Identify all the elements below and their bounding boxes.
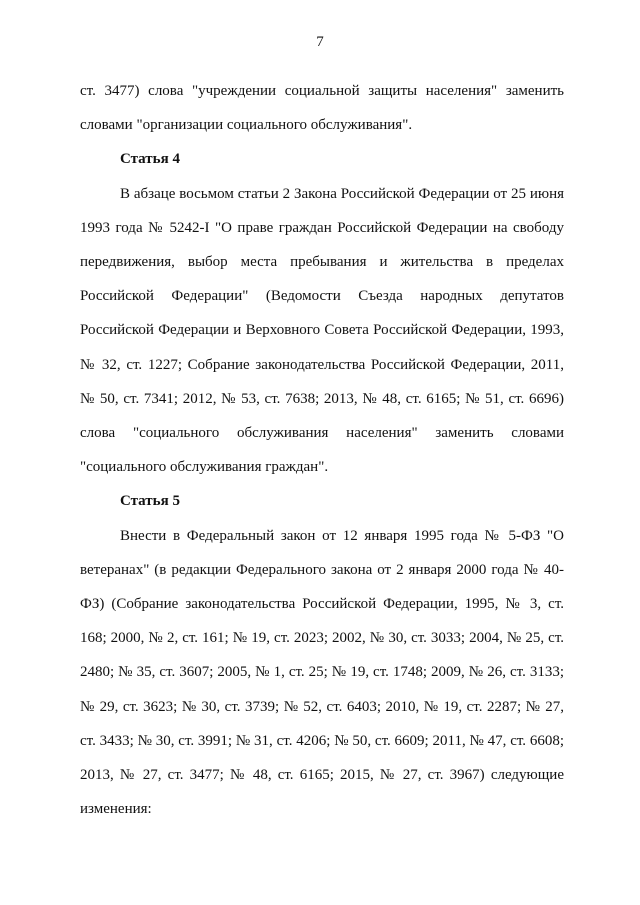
article-4-heading: Статья 4: [120, 151, 180, 168]
article-5-paragraph: Внести в Федеральный закон от 12 января 1995 года № 5-ФЗ "О ветеранах" (в редакции Федерального закона от 2 января 2000 года № 40-ФЗ) (Собрание законодательства Российской Федерации, 1995, № 3, ст. 168; 2000, № 2, ст. 161; № 19, ст. 2023; 2002, № 30, ст. 3033; 2004, № 25, ст. 2480; № 35, ст. 3607; 2005, № 1, ст. 25; № 19, ст. 1748; 2009, № 26, ст. 3133; № 29, ст. 3623; № 30, ст. 3739; № 52, ст. 6403; 2010, № 19, ст. 2287; № 27, ст. 3433; № 30, ст. 3991; № 31, ст. 4206; № 50, ст. 6609; 2011, № 47, ст. 6608; 2013, № 27, ст. 3477; № 48, ст. 6165; 2015, № 27, ст. 3967) следующие изменения:: [80, 527, 564, 818]
document-body: [80, 74, 564, 826]
page-number: 7: [316, 34, 324, 50]
article-4-paragraph: В абзаце восьмом статьи 2 Закона Российской Федерации от 25 июня 1993 года № 5242-I "О праве граждан Российской Федерации на свободу передвижения, выбор места пребывания и жительства в пределах Российской Федерации" (Ведомости Съезда народных депутатов Российской Федерации и Верховного Совета Российской Федерации, 1993, № 32, ст. 1227; Собрание законодательства Российской Федерации, 2011, № 50, ст. 7341; 2012, № 53, ст. 7638; 2013, № 48, ст. 6165; № 51, ст. 6696) слова "социального обслуживания населения" заменить словами "социального обслуживания граждан".: [80, 185, 564, 476]
paragraph-continuation: ст. 3477) слова "учреждении социальной защиты населения" заменить словами "организации социального обслуживания".: [80, 83, 564, 134]
article-5-heading: Статья 5: [120, 493, 180, 510]
